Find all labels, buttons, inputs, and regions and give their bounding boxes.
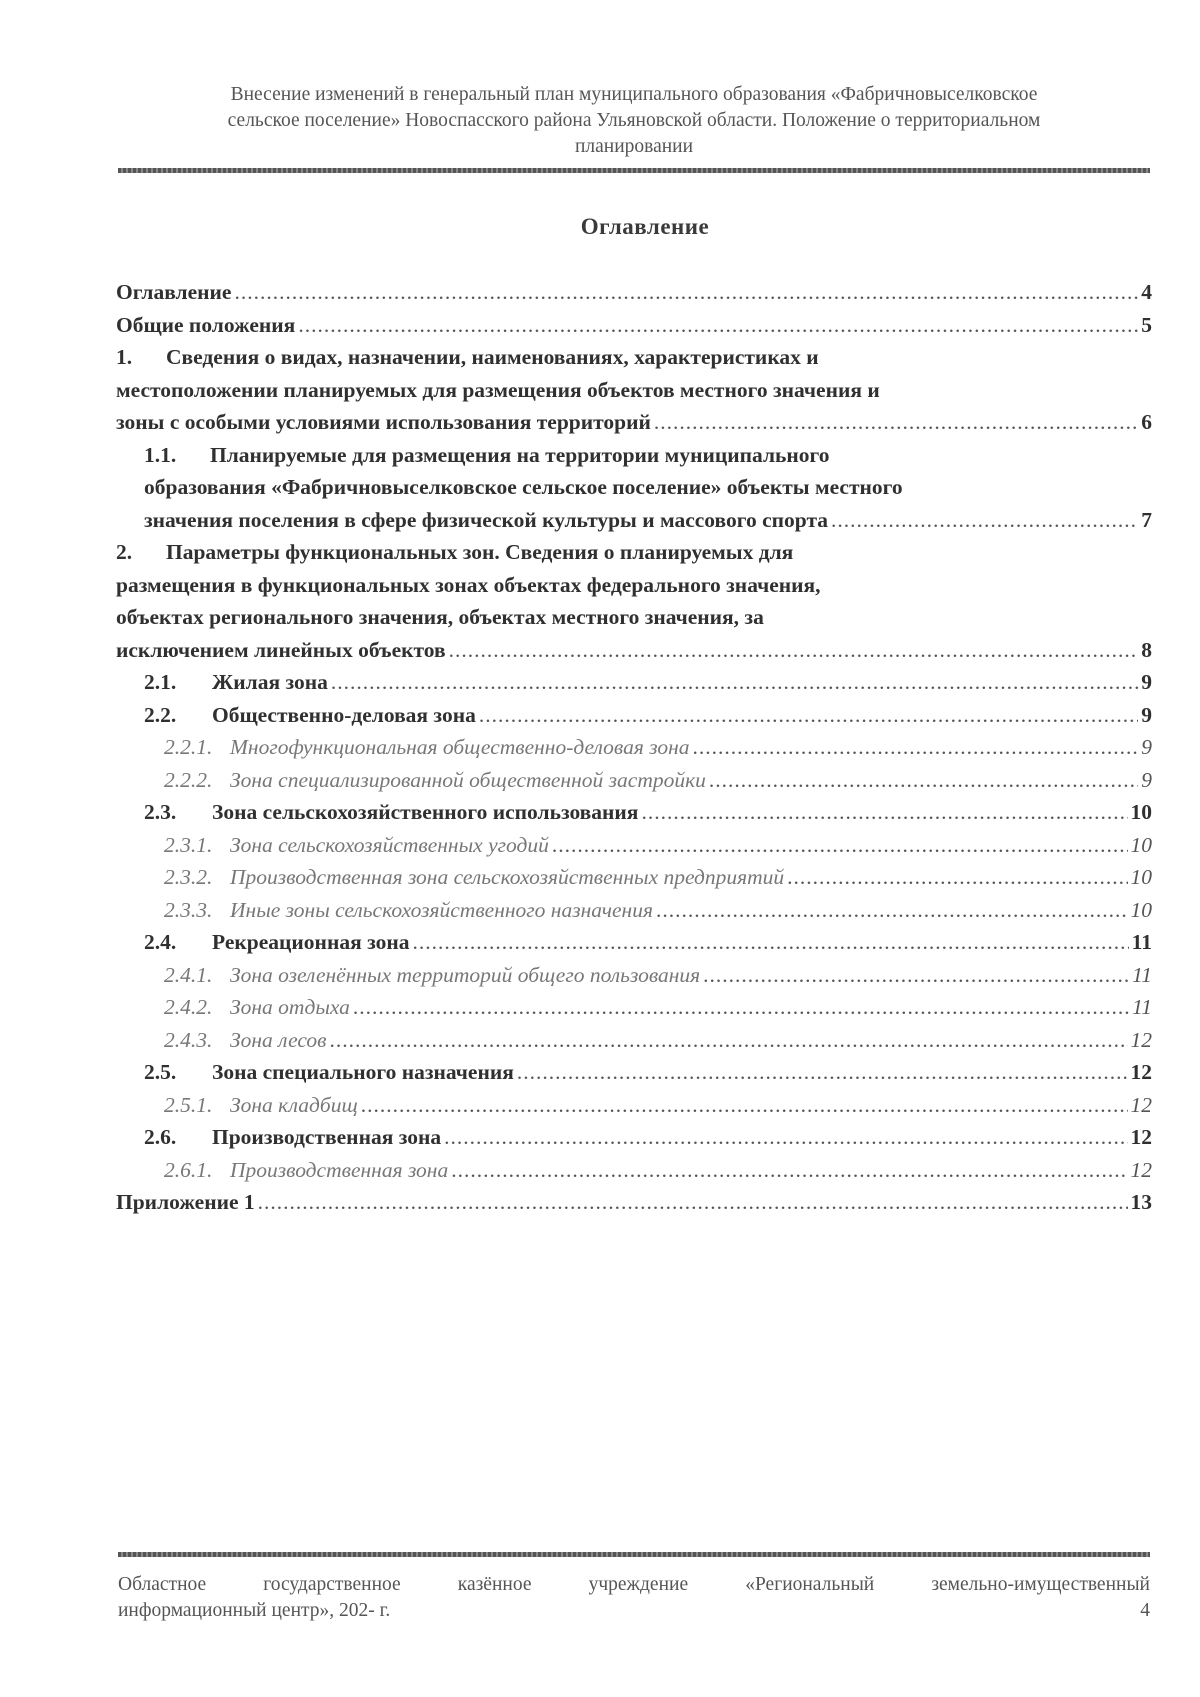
toc-entry-text: Иные зоны сельскохозяйственного назначения [230, 897, 653, 922]
toc-entry-text: исключением линейных объектов [116, 637, 446, 662]
dot-leader [361, 1089, 1128, 1122]
toc-entry-text: Зона специального назначения [212, 1060, 514, 1084]
toc-entry[interactable] [116, 1089, 1152, 1122]
toc-page-number: 9 [1141, 767, 1152, 792]
toc-entry-text: Зона лесов [230, 1027, 327, 1052]
toc-entry[interactable] [116, 829, 1152, 862]
toc-entry[interactable] [116, 1121, 1152, 1154]
toc-page-number: 11 [1132, 995, 1152, 1019]
dot-leader [787, 861, 1127, 894]
toc-entry-number: 2.2. [144, 702, 177, 727]
toc-entry-number: 2.6. [144, 1125, 177, 1149]
toc-page-number: 11 [1131, 930, 1152, 954]
toc-entry[interactable] [116, 341, 1152, 439]
dot-leader [353, 991, 1129, 1024]
toc-entry[interactable] [116, 926, 1152, 959]
toc-entry[interactable] [116, 894, 1152, 927]
dot-leader [703, 959, 1129, 992]
toc-entry-text: Зона озеленённых территорий общего пользования [230, 962, 701, 987]
toc-entry-number: 2.3.2. [164, 865, 213, 889]
toc-page-number: 8 [1141, 637, 1152, 662]
toc-entry[interactable] [116, 699, 1152, 732]
toc-entry-number: 1. [116, 345, 133, 369]
toc-entry-text: Зона специализированной общественной застройки [230, 767, 706, 792]
toc-entry-number: 2.3. [144, 800, 177, 824]
toc-entry[interactable] [116, 861, 1152, 894]
footer-divider [118, 1552, 1150, 1557]
toc-entry-text: Зона отдыха [230, 995, 350, 1019]
toc-page-number: 12 [1130, 1125, 1152, 1149]
toc-entry[interactable] [116, 439, 1152, 537]
toc-page-number: 10 [1130, 832, 1152, 857]
toc-page-number: 12 [1130, 1092, 1152, 1117]
toc-page-number: 9 [1141, 735, 1152, 759]
dot-leader [298, 309, 1138, 342]
toc-entry[interactable] [116, 1186, 1152, 1219]
toc-entry-text: Рекреационная зона [212, 930, 410, 954]
dot-leader [449, 634, 1139, 667]
dot-leader [234, 276, 1138, 309]
dot-leader [451, 1154, 1127, 1187]
toc-entry-number: 2.4.1. [164, 962, 213, 987]
toc-entry-text: размещения в функциональных зонах объектах федерального значения, [116, 572, 821, 597]
toc-entry[interactable] [116, 666, 1152, 699]
dot-leader [413, 926, 1129, 959]
toc-entry[interactable] [116, 796, 1152, 829]
toc-entry-number: 2.4.3. [164, 1027, 213, 1052]
toc-entry-text: Зона кладбищ [230, 1092, 358, 1117]
dot-leader [709, 764, 1138, 797]
header-line-3: планировании [574, 136, 694, 157]
toc-entry-text: Сведения о видах, назначении, наименованиях, характеристиках и [166, 345, 819, 369]
toc-entry[interactable] [116, 536, 1152, 666]
toc-entry-number: 2.2.2. [164, 767, 213, 792]
header-line-1: Внесение изменений в генеральный план муниципального образования «Фабричновыселковское [230, 84, 1038, 105]
toc-entry[interactable] [116, 1154, 1152, 1187]
toc-entry-text: местоположении планируемых для размещения объектов местного значения и [116, 377, 880, 402]
toc-entry-number: 1.1. [144, 442, 177, 467]
footer-line-2: информационный центр», 202- г. [118, 1600, 391, 1621]
toc-entry-text: Планируемые для размещения на территории муниципального [210, 442, 830, 467]
toc-entry-text: Параметры функциональных зон. Сведения о планируемых для [166, 540, 794, 564]
toc-entry-text: образования «Фабричновыселковское сельское поселение» объекты местного [144, 475, 903, 499]
toc-entry-text: Общественно-деловая зона [212, 702, 476, 727]
toc-entry-number: 2.1. [144, 670, 177, 694]
dot-leader [444, 1121, 1127, 1154]
header-divider [118, 168, 1150, 173]
dot-leader [552, 829, 1128, 862]
toc-entry-number: 2.5. [144, 1060, 177, 1084]
toc-entry-text: Зона сельскохозяйственных угодий [230, 832, 549, 857]
toc-entry[interactable] [116, 959, 1152, 992]
toc-entry-number: 2. [116, 540, 133, 564]
toc-entry-text: объектах регионального значения, объектах местного значения, за [116, 605, 764, 629]
toc-page-number: 10 [1130, 897, 1152, 922]
toc-entry-text: Многофункциональная общественно-деловая зона [230, 735, 690, 759]
toc-entry[interactable] [116, 991, 1152, 1024]
toc-page-number: 12 [1130, 1027, 1152, 1052]
toc-entry[interactable] [116, 731, 1152, 764]
toc-entry-text: Производственная зона сельскохозяйственных предприятий [230, 865, 785, 889]
toc-entry-number: 2.2.1. [164, 735, 213, 759]
dot-leader [329, 1024, 1127, 1057]
toc-entry-number: 2.3.1. [164, 832, 213, 857]
toc-entry-text: Оглавление [116, 280, 232, 304]
toc-page-number: 9 [1141, 670, 1152, 694]
toc-entry-text: Производственная зона [212, 1125, 442, 1149]
dot-leader [656, 894, 1128, 927]
running-footer [118, 1572, 1150, 1624]
toc-page-number: 6 [1141, 410, 1152, 434]
toc-entry-number: 2.3.3. [164, 897, 213, 922]
dot-leader [831, 504, 1138, 537]
running-header [118, 82, 1150, 160]
toc-page-number: 7 [1141, 507, 1152, 532]
dot-leader [693, 731, 1139, 764]
toc-entry[interactable] [116, 1024, 1152, 1057]
toc-entry[interactable] [116, 1056, 1152, 1089]
toc-page-number: 10 [1130, 865, 1152, 889]
footer-line-1: Областное государственное казённое учреждение «Региональный земельно-имущественный [118, 1574, 1150, 1595]
toc-entry[interactable] [116, 309, 1152, 342]
toc-entry-number: 2.4.2. [164, 995, 213, 1019]
toc-page-number: 11 [1132, 962, 1152, 987]
toc-page-number: 12 [1130, 1157, 1152, 1182]
page-title: Оглавление [580, 214, 710, 239]
dot-leader [654, 406, 1138, 439]
toc-page-number: 12 [1130, 1060, 1152, 1084]
toc-entry[interactable] [116, 764, 1152, 797]
toc-entry-text: Общие положения [116, 312, 296, 337]
toc-page-number: 13 [1130, 1190, 1152, 1214]
toc-page-number: 5 [1141, 312, 1152, 337]
dot-leader [479, 699, 1138, 732]
toc-entry-number: 2.4. [144, 930, 177, 954]
toc-entry[interactable] [116, 276, 1152, 309]
toc-entry-number: 2.5.1. [164, 1092, 213, 1117]
dot-leader [331, 666, 1138, 699]
toc-entry-text: Приложение 1 [116, 1190, 255, 1214]
toc-entry-text: Производственная зона [230, 1157, 449, 1182]
toc-entry-text: Зона сельскохозяйственного использования [212, 800, 639, 824]
toc-entry-text: значения поселения в сфере физической культуры и массового спорта [144, 507, 829, 532]
dot-leader [517, 1056, 1128, 1089]
footer-page-number: 4 [1140, 1600, 1150, 1621]
toc-page-number: 9 [1141, 702, 1152, 727]
toc-page-number: 10 [1130, 800, 1152, 824]
toc-entry-number: 2.6.1. [164, 1157, 213, 1182]
toc-page-number: 4 [1141, 280, 1152, 304]
dot-leader [641, 796, 1127, 829]
toc-entry-text: зоны с особыми условиями использования территорий [116, 410, 651, 434]
toc-entry-text: Жилая зона [212, 670, 328, 694]
header-line-2: сельское поселение» Новоспасского района Ульяновской области. Положение о территориальном [227, 110, 1041, 131]
table-of-contents [116, 276, 1152, 1219]
dot-leader [258, 1186, 1128, 1219]
